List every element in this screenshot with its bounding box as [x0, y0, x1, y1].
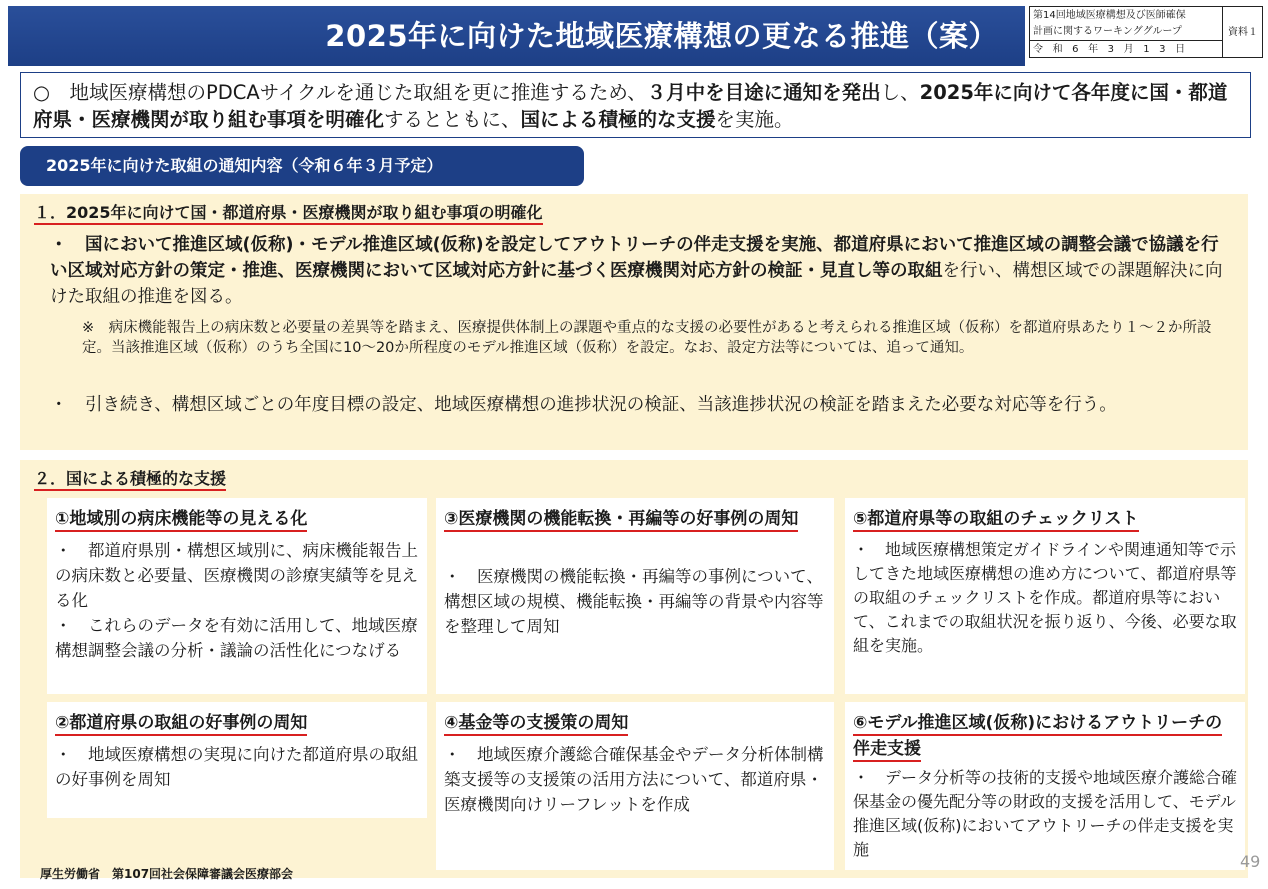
card-3-bullet-1: ・ 医療機関の機能転換・再編等の事例について、構想区域の規模、機能転換・再編等の背景や内容等を整理して周知: [444, 567, 824, 636]
meeting-name: [1030, 7, 1223, 41]
card-6-title: ⑥モデル推進区域(仮称)におけるアウトリーチの伴走支援: [853, 710, 1239, 762]
section-2: [20, 460, 1248, 878]
card-5-bullet-1: ・ 地域医療構想策定ガイドラインや関連通知等で示してきた地域医療構想の進め方について、都道府県等の取組のチェックリストを作成。都道府県等において、これまでの取組状況を振り返り、今後、必要な取組を実施。: [853, 540, 1237, 655]
document-ref: 資料１: [1228, 27, 1258, 38]
section-1-bullet-1-rest: を行い、構想区域での課題解決に向けた取組の推進を図る。: [50, 261, 1223, 307]
summary-box: [20, 72, 1251, 138]
card-5-title: ⑤都道府県等の取組のチェックリスト: [853, 506, 1139, 532]
section-1-bullet-2: ・ 引き続き、構想区域ごとの年度目標の設定、地域医療構想の進捗状況の検証、当該進捗状況の検証を踏まえた必要な対応等を行う。: [50, 395, 1117, 415]
meeting-name-line1: 第14回地域医療構想及び医師確保: [1033, 10, 1186, 21]
support-card-3: [436, 498, 834, 694]
section-1-heading: １．2025年に向けて国・都道府県・医療機関が取り組む事項の明確化: [34, 203, 543, 225]
page-title: 2025年に向けた地域医療構想の更なる推進（案）: [325, 19, 998, 53]
section-1-note: ※ 病床機能報告上の病床数と必要量の差異等を踏まえ、医療提供体制上の課題や重点的な支援の必要性があると考えられる推進区域（仮称）を都道府県あたり１～２か所設定。当該推進区域（仮称）のうち全国に10～20か所程度のモデル推進区域（仮称）を設定。なお、設定方法等については、追って通知。: [82, 320, 1212, 356]
meeting-info-box: [1029, 6, 1263, 58]
card-2-bullet-1: ・ 地域医療構想の実現に向けた都道府県の取組の好事例を周知: [55, 745, 418, 789]
summary-bold-1: ３月中を目途に通知を発出: [646, 81, 881, 104]
card-3-title: ③医療機関の機能転換・再編等の好事例の周知: [444, 506, 828, 532]
section-1-bullet-1: [50, 232, 1230, 310]
card-5-body: [853, 538, 1239, 658]
source-footer: 厚生労働省 第107回社会保障審議会医療部会: [40, 867, 294, 881]
summary-bold-3: 国による積極的な支援: [520, 108, 716, 131]
card-4-bullet-1: ・ 地域医療介護総合確保基金やデータ分析体制構築支援等の支援策の活用方法について、都道府県・医療機関向けリーフレットを作成: [444, 745, 824, 814]
notice-content-header: 2025年に向けた取組の通知内容（令和６年３月予定）: [20, 146, 584, 186]
support-card-5: [845, 498, 1245, 694]
section-2-heading: ２．国による積極的な支援: [34, 469, 226, 491]
card-2-title: ②都道府県の取組の好事例の周知: [55, 710, 307, 736]
title-bar: [8, 6, 1025, 66]
card-1-bullet-1: ・ 都道府県別・構想区域別に、病床機能報告上の病床数と必要量、医療機関の診療実績等を見える化: [55, 541, 418, 610]
summary-bold-2: 2025年に向けて各年度に国・都道府県・医療機関が取り組む事項を明確化: [33, 81, 1228, 131]
card-2-body: [55, 742, 419, 792]
card-3-body: [444, 564, 826, 639]
support-card-2: [47, 702, 427, 818]
card-1-title: ①地域別の病床機能等の見える化: [55, 506, 307, 532]
summary-text-4: を実施。: [715, 108, 794, 131]
section-1: [20, 194, 1248, 450]
support-card-1: [47, 498, 427, 694]
page-number: 49: [1240, 852, 1261, 871]
section-1-bullet-1-bold: ・ 国において推進区域(仮称)・モデル推進区域(仮称)を設定してアウトリーチの伴走支援を実施、都道府県において推進区域の調整会議で協議を行い区域対応方針の策定・推進、医療機関において区域対応方針に基づく医療機関対応方針の検証・見直し等の取組: [50, 235, 1219, 281]
card-6-bullet-1: ・ データ分析等の技術的支援や地域医療介護総合確保基金の優先配分等の財政的支援を活用して、モデル推進区域(仮称)においてアウトリーチの伴走支援を実施: [853, 768, 1238, 859]
summary-text-2: し、: [880, 81, 920, 104]
card-1-bullet-2: ・ これらのデータを有効に活用して、地域医療構想調整会議の分析・議論の活性化につなげる: [55, 616, 418, 660]
support-card-6: [845, 702, 1245, 870]
meeting-name-line2: 計画に関するワーキンググループ: [1033, 26, 1182, 37]
summary-text-1: ○ 地域医療構想のPDCAサイクルを通じた取組を更に推進するため、: [33, 81, 647, 104]
card-6-body: [853, 766, 1239, 862]
card-4-title: ④基金等の支援策の周知: [444, 710, 628, 736]
card-4-body: [444, 742, 826, 817]
summary-text-3: するとともに、: [384, 108, 521, 131]
support-card-4: [436, 702, 834, 870]
card-1-body: [55, 538, 419, 663]
meeting-date: 令 和 6 年 3 月 1 3 日: [1030, 41, 1223, 58]
